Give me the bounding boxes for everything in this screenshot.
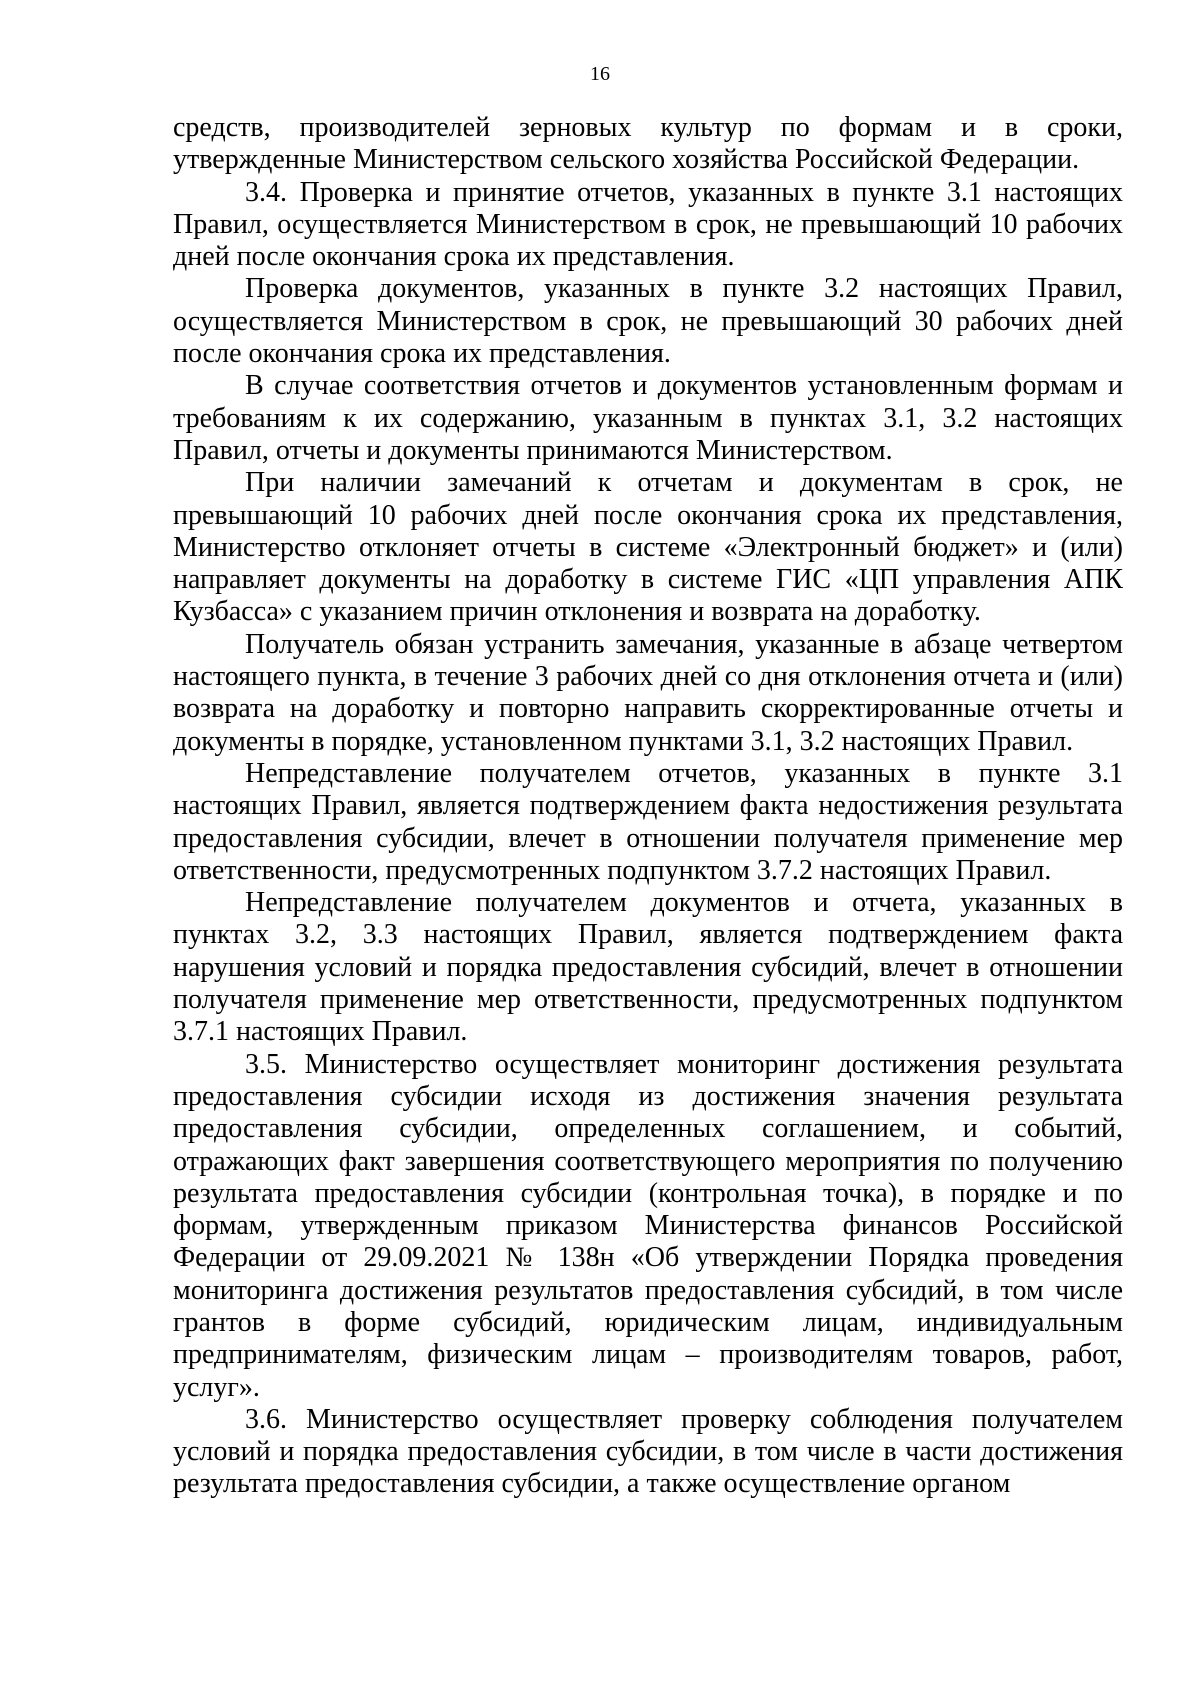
page-number: 16 <box>590 63 610 85</box>
paragraph-nonsubmission-reports: Непредставление получателем отчетов, указанных в пункте 3.1 настоящих Правил, является подтверждением факта недостижения результата предоставления субсидии, влечет в отношении получателя применение мер ответственности, предусмотренных подпунктом 3.7.2 настоящих Правил. <box>173 757 1123 886</box>
document-body <box>173 112 1123 1501</box>
paragraph-documents-check: Проверка документов, указанных в пункте 3.2 настоящих Правил, осуществляется Министерством в срок, не превышающий 30 рабочих дней после окончания срока их представления. <box>173 273 1123 370</box>
paragraph-corrections: Получатель обязан устранить замечания, указанные в абзаце четвертом настоящего пункта, в течение 3 рабочих дней со дня отклонения отчета и (или) возврата на доработку и повторно направить скорректированные отчеты и документы в порядке, установленном пунктами 3.1, 3.2 настоящих Правил. <box>173 628 1123 757</box>
paragraph-remarks: При наличии замечаний к отчетам и документам в срок, не превышающий 10 рабочих дней после окончания срока их представления, Министерство отклоняет отчеты в системе «Электронный бюджет» и (или) направляет документы на доработку в системе ГИС «ЦП управления АПК Кузбасса» с указанием причин отклонения и возврата на доработку. <box>173 467 1123 628</box>
paragraph-acceptance: В случае соответствия отчетов и документов установленным формам и требованиям к их содержанию, указанным в пунктах 3.1, 3.2 настоящих Правил, отчеты и документы принимаются Министерством. <box>173 370 1123 466</box>
paragraph-3-4: 3.4. Проверка и принятие отчетов, указанных в пункте 3.1 настоящих Правил, осуществляется Министерством в срок, не превышающий 10 рабочих дней после окончания срока их представления. <box>173 176 1123 273</box>
paragraph-3-5: 3.5. Министерство осуществляет мониторинг достижения результата предоставления субсидии исходя из достижения значения результата предоставления субсидии, определенных соглашением, и событий, отражающих факт завершения соответствующего мероприятия по получению результата предоставления субсидии (контрольная точка), в порядке и по формам, утвержденным приказом Министерства финансов Российской Федерации от 29.09.2021 № 138н «Об утверждении Порядка проведения мониторинга достижения результатов предоставления субсидий, в том числе грантов в форме субсидий, юридическим лицам, индивидуальным предпринимателям, физическим лицам – производителям товаров, работ, услуг». <box>173 1048 1123 1403</box>
paragraph-3-6: 3.6. Министерство осуществляет проверку соблюдения получателем условий и порядка предоставления субсидии, в том числе в части достижения результата предоставления субсидии, а также осуществление органом <box>173 1403 1123 1500</box>
paragraph-nonsubmission-documents: Непредставление получателем документов и отчета, указанных в пунктах 3.2, 3.3 настоящих Правил, является подтверждением факта нарушения условий и порядка предоставления субсидий, влечет в отношении получателя применение мер ответственности, предусмотренных подпунктом 3.7.1 настоящих Правил. <box>173 887 1123 1048</box>
paragraph-continuation: средств, производителей зерновых культур по формам и в сроки, утвержденные Министерством сельского хозяйства Российской Федерации. <box>173 112 1123 176</box>
